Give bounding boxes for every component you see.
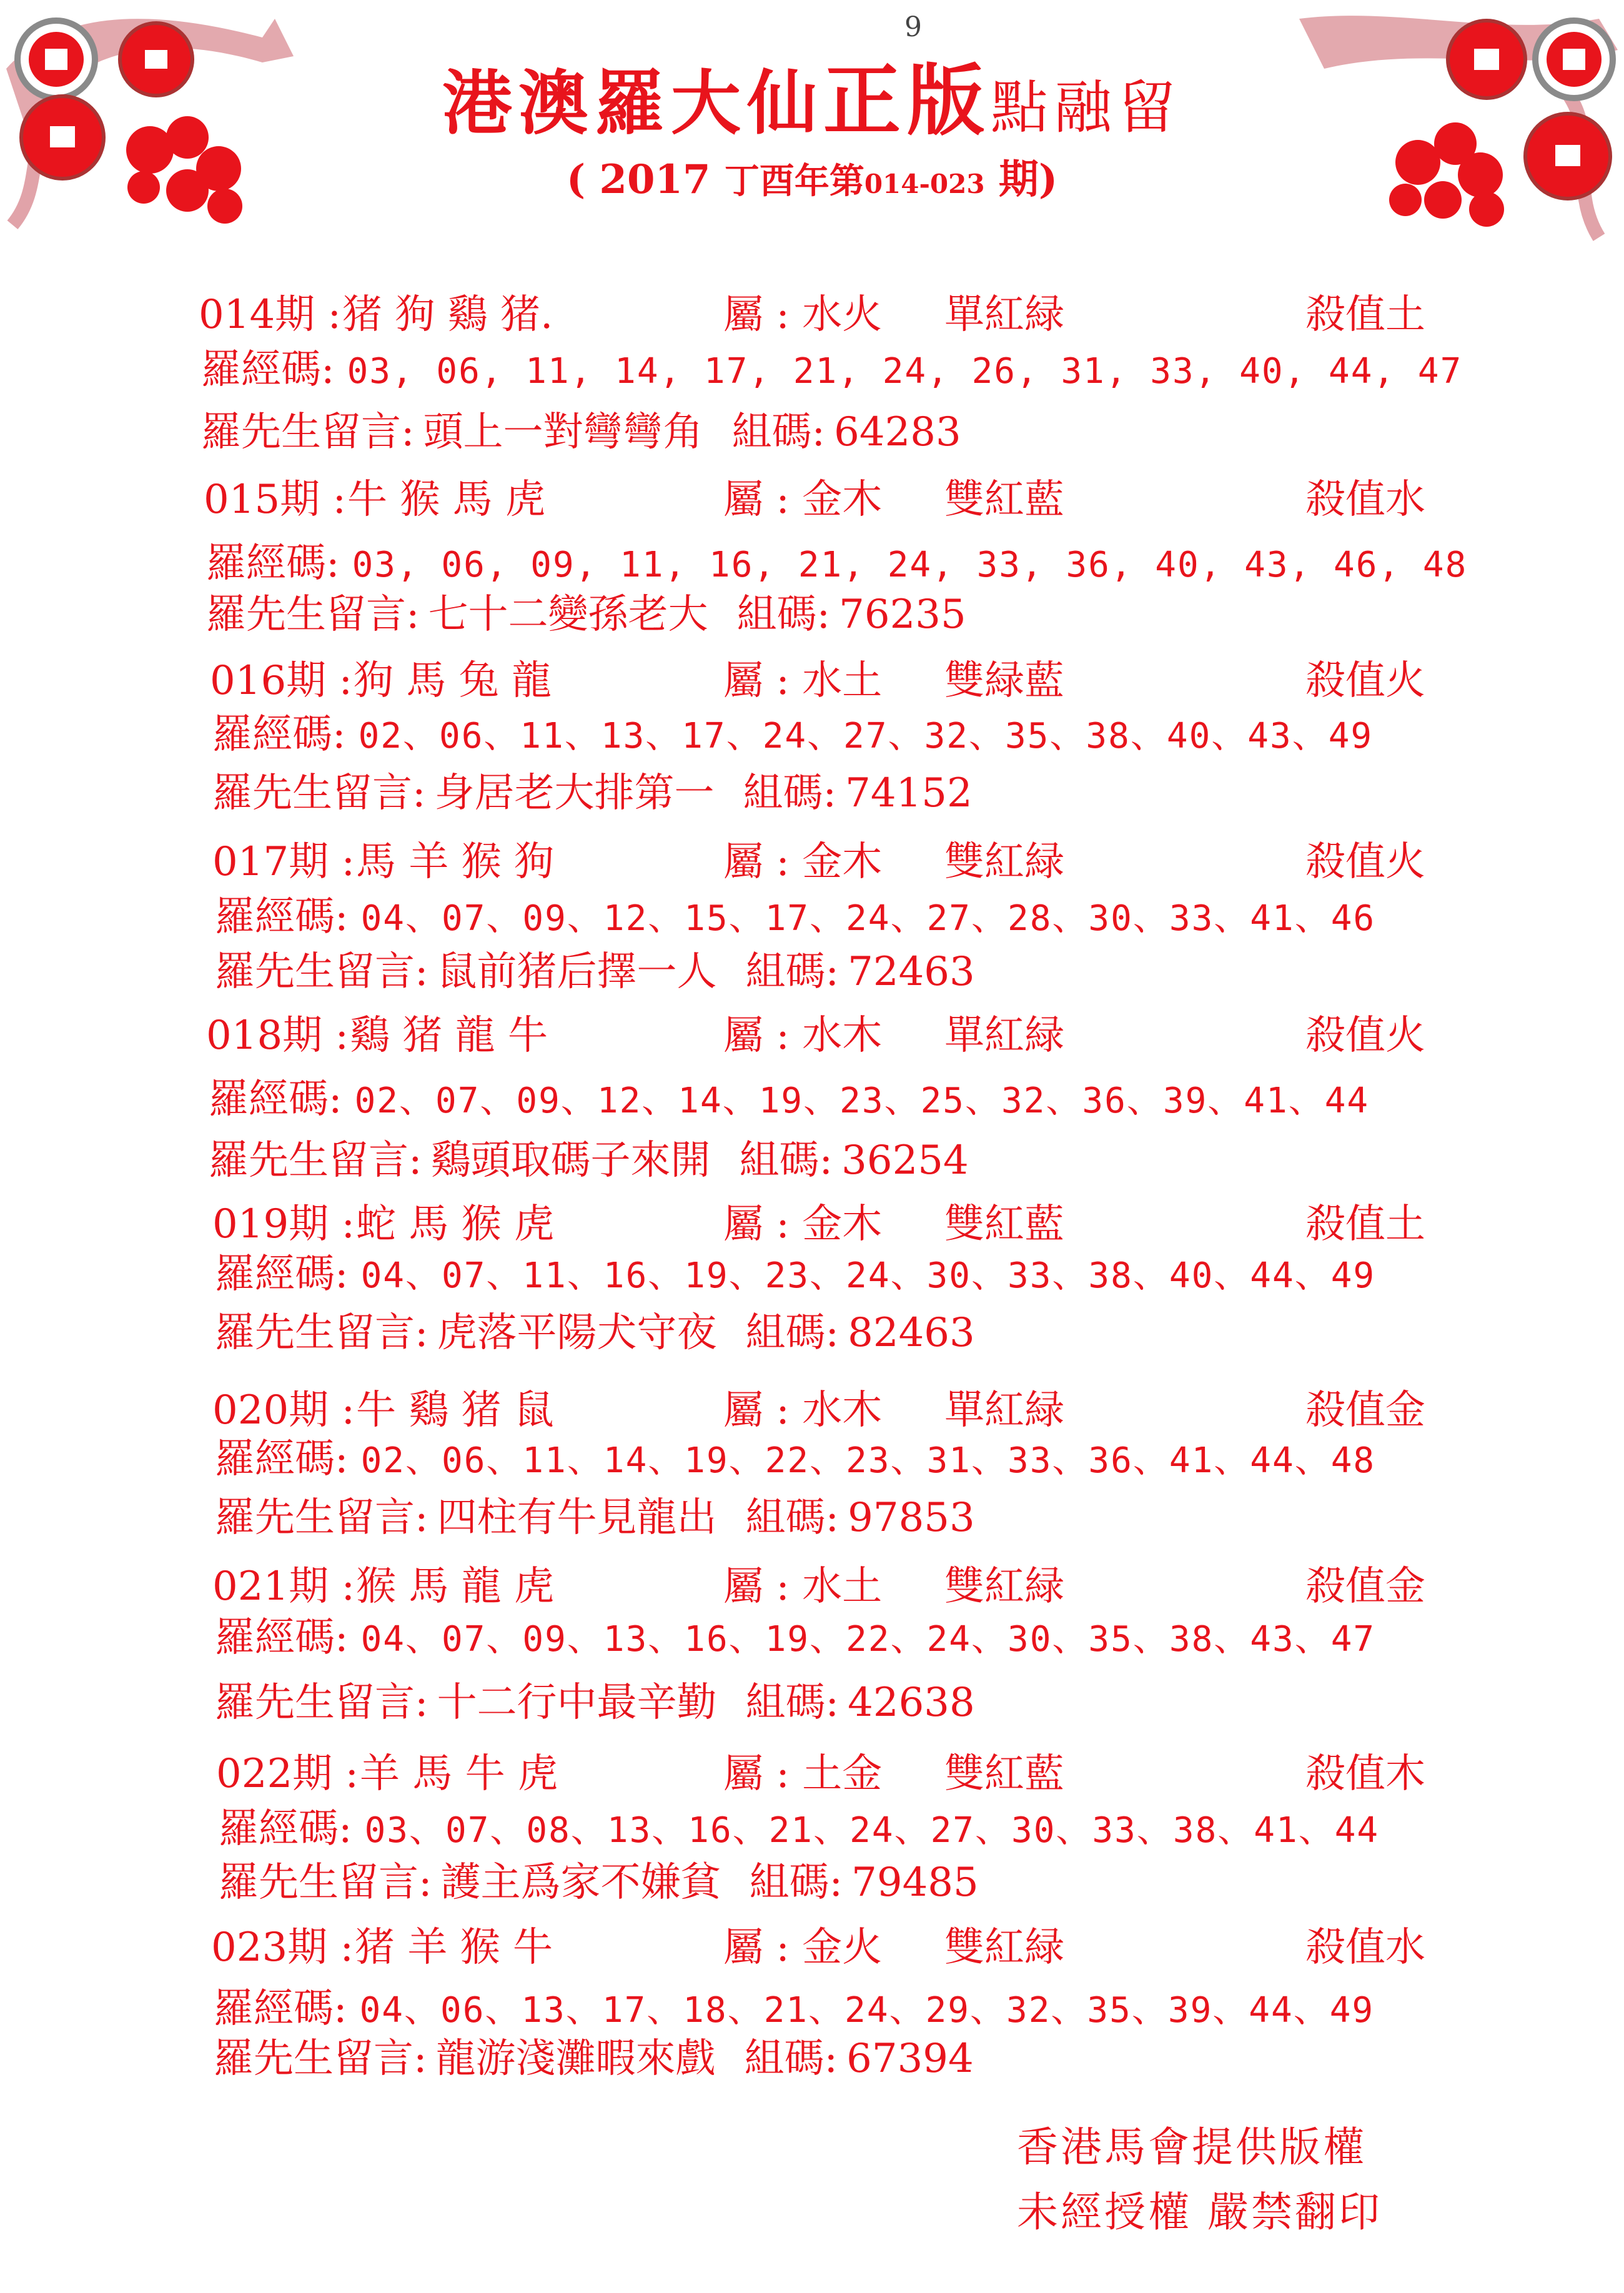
message-label: 羅先生留言: bbox=[215, 1680, 428, 1726]
issue-kill-value: 殺值水 bbox=[1305, 1924, 1425, 1971]
issue-period: 023期 : bbox=[211, 1924, 354, 1971]
issue-period: 021期 : bbox=[212, 1563, 355, 1610]
issue-element: 屬 : 水土 bbox=[723, 1563, 883, 1610]
issue-codes: 02、06、11、13、17、24、27、32、35、38、40、43、49 bbox=[358, 716, 1374, 756]
issue-kill-value: 殺值木 bbox=[1305, 1751, 1425, 1797]
issue-zodiacs: 蛇 馬 猴 虎 bbox=[356, 1201, 555, 1247]
issue-codes-line bbox=[215, 1434, 1375, 1486]
issue-codes-line bbox=[214, 1984, 1374, 2036]
issue-kill-value: 殺值火 bbox=[1305, 839, 1425, 885]
issue-codes: 04、07、11、16、19、23、24、30、33、38、40、44、49 bbox=[360, 1255, 1376, 1296]
issue-codes-line bbox=[206, 538, 1467, 590]
codes-label: 羅經碼: bbox=[215, 1251, 349, 1297]
issue-message-line bbox=[209, 1136, 969, 1186]
message-label: 羅先生留言: bbox=[215, 1495, 428, 1541]
group-label: 組碼: bbox=[745, 1495, 839, 1541]
issue-zodiacs: 猪 狗 鷄 猪. bbox=[342, 292, 553, 338]
issue-group-code: 82463 bbox=[848, 1310, 975, 1356]
issue-color-wave: 單紅緑 bbox=[944, 1387, 1064, 1434]
issue-element: 屬 : 水木 bbox=[723, 1387, 883, 1434]
issue-message: 身居老大排第一 bbox=[434, 770, 715, 816]
issue-message-line bbox=[201, 407, 961, 457]
message-label: 羅先生留言: bbox=[206, 592, 420, 638]
issue-message-line bbox=[219, 1858, 979, 1908]
issue-message: 十二行中最辛勤 bbox=[437, 1680, 717, 1726]
issue-codes-line bbox=[212, 710, 1373, 761]
issue-message-line bbox=[215, 1493, 975, 1543]
issue-element: 屬 : 金火 bbox=[723, 1924, 883, 1971]
issue-message: 鷄頭取碼子來開 bbox=[430, 1137, 711, 1184]
issue-codes: 03, 06, 11, 14, 17, 21, 24, 26, 31, 33, 40, 44, 47 bbox=[347, 351, 1463, 392]
issue-codes: 04、06、13、17、18、21、24、29、32、35、39、44、49 bbox=[359, 1990, 1375, 2031]
group-label: 組碼: bbox=[744, 2036, 838, 2082]
group-label: 組碼: bbox=[745, 1680, 839, 1726]
issue-codes: 04、07、09、13、16、19、22、24、30、35、38、43、47 bbox=[360, 1619, 1376, 1660]
issue-element: 屬 : 金木 bbox=[723, 839, 883, 885]
issue-zodiacs: 鷄 猪 龍 牛 bbox=[350, 1013, 548, 1059]
issue-message-line bbox=[215, 1678, 975, 1728]
issue-zodiacs: 猪 羊 猴 牛 bbox=[355, 1924, 553, 1971]
issue-message-line bbox=[212, 768, 973, 818]
issue-codes-line bbox=[209, 1074, 1369, 1126]
issue-color-wave: 雙緑藍 bbox=[944, 658, 1064, 704]
codes-label: 羅經碼: bbox=[219, 1806, 352, 1852]
issue-color-wave: 雙紅藍 bbox=[944, 1751, 1064, 1797]
message-label: 羅先生留言: bbox=[215, 949, 428, 995]
group-label: 組碼: bbox=[745, 949, 839, 995]
issue-message: 四柱有牛見龍出 bbox=[437, 1495, 717, 1541]
issue-codes-line bbox=[219, 1804, 1379, 1856]
issue-codes: 04、07、09、12、15、17、24、27、28、30、33、41、46 bbox=[360, 898, 1376, 939]
issue-element: 屬 : 水土 bbox=[723, 658, 883, 704]
copyright-line-2: 未經授權 嚴禁翻印 bbox=[1017, 2188, 1382, 2236]
subtitle-ganzhi: 丁酉年第 bbox=[724, 161, 864, 202]
issue-zodiacs: 猴 馬 龍 虎 bbox=[356, 1563, 555, 1610]
issue-message: 護主爲家不嫌貧 bbox=[440, 1860, 721, 1906]
group-label: 組碼: bbox=[749, 1860, 843, 1906]
subtitle-suffix: 期) bbox=[984, 156, 1058, 203]
issue-kill-value: 殺值火 bbox=[1305, 1013, 1425, 1059]
issue-codes: 02、07、09、12、14、19、23、25、32、36、39、41、44 bbox=[354, 1081, 1370, 1121]
title-main: 港澳羅大仙 bbox=[442, 62, 823, 144]
issue-zodiacs: 牛 鷄 猪 鼠 bbox=[356, 1387, 555, 1434]
issue-element: 屬 : 水火 bbox=[723, 292, 883, 338]
issue-kill-value: 殺值土 bbox=[1305, 1201, 1425, 1247]
message-label: 羅先生留言: bbox=[219, 1860, 432, 1906]
group-label: 組碼: bbox=[739, 1137, 833, 1184]
message-label: 羅先生留言: bbox=[214, 2036, 427, 2082]
issue-kill-value: 殺值金 bbox=[1305, 1387, 1425, 1434]
subtitle-year: ( 2017 bbox=[566, 156, 725, 203]
issue-zodiacs: 狗 馬 兔 龍 bbox=[354, 658, 552, 704]
codes-label: 羅經碼: bbox=[209, 1076, 342, 1122]
page-number: 9 bbox=[904, 11, 922, 43]
issue-message-line bbox=[206, 590, 966, 640]
issue-element: 屬 : 金木 bbox=[723, 1201, 883, 1247]
issue-group-code: 76235 bbox=[839, 592, 966, 638]
codes-label: 羅經碼: bbox=[214, 1986, 347, 2032]
issue-color-wave: 單紅緑 bbox=[944, 1013, 1064, 1059]
issue-message: 七十二變孫老大 bbox=[428, 592, 708, 638]
issue-group-code: 42638 bbox=[848, 1680, 975, 1726]
issue-element: 屬 : 金木 bbox=[723, 477, 883, 523]
issue-kill-value: 殺值水 bbox=[1305, 477, 1425, 523]
issue-period: 022期 : bbox=[216, 1751, 359, 1797]
issue-kill-value: 殺值金 bbox=[1305, 1563, 1425, 1610]
issue-group-code: 97853 bbox=[848, 1495, 975, 1541]
issue-group-code: 67394 bbox=[846, 2036, 974, 2082]
codes-label: 羅經碼: bbox=[215, 894, 349, 940]
issue-group-code: 36254 bbox=[841, 1137, 969, 1184]
issue-message-line bbox=[214, 2034, 974, 2084]
issue-period: 018期 : bbox=[206, 1013, 349, 1059]
issue-group-code: 79485 bbox=[851, 1860, 979, 1906]
issue-color-wave: 雙紅緑 bbox=[944, 839, 1064, 885]
issue-period: 014期 : bbox=[199, 292, 342, 338]
issue-element: 屬 : 土金 bbox=[723, 1751, 883, 1797]
issue-color-wave: 雙紅藍 bbox=[944, 477, 1064, 523]
issue-codes: 03、07、08、13、16、21、24、27、30、33、38、41、44 bbox=[364, 1810, 1380, 1851]
issue-period: 016期 : bbox=[210, 658, 353, 704]
issue-period: 020期 : bbox=[212, 1387, 355, 1434]
issue-zodiacs: 羊 馬 牛 虎 bbox=[360, 1751, 558, 1797]
issue-zodiacs: 馬 羊 猴 狗 bbox=[356, 839, 555, 885]
issue-period: 015期 : bbox=[204, 477, 347, 523]
issue-codes-line bbox=[215, 1613, 1375, 1665]
issue-period: 017期 : bbox=[212, 839, 355, 885]
message-label: 羅先生留言: bbox=[209, 1137, 422, 1184]
issue-color-wave: 雙紅緑 bbox=[944, 1924, 1064, 1971]
issue-message: 頭上一對彎彎角 bbox=[423, 409, 703, 455]
subtitle-range: 014-023 bbox=[864, 169, 985, 199]
issue-color-wave: 雙紅藍 bbox=[944, 1201, 1064, 1247]
title-tail: 點融留 bbox=[991, 74, 1182, 141]
issue-color-wave: 單紅緑 bbox=[944, 292, 1064, 338]
issue-message: 龍游淺灘暇來戲 bbox=[435, 2036, 716, 2082]
copyright-line-1: 香港馬會提供版權 bbox=[1017, 2123, 1367, 2171]
codes-label: 羅經碼: bbox=[201, 347, 335, 393]
issue-codes-line bbox=[215, 892, 1375, 944]
codes-label: 羅經碼: bbox=[206, 540, 340, 587]
issue-message: 鼠前猪后擇一人 bbox=[437, 949, 717, 995]
codes-label: 羅經碼: bbox=[215, 1436, 349, 1482]
issue-color-wave: 雙紅緑 bbox=[944, 1563, 1064, 1610]
issue-group-code: 74152 bbox=[845, 770, 973, 816]
title-highlight: 正版 bbox=[823, 56, 991, 146]
codes-label: 羅經碼: bbox=[215, 1615, 349, 1661]
codes-label: 羅經碼: bbox=[212, 711, 346, 758]
issue-zodiacs: 牛 猴 馬 虎 bbox=[347, 477, 546, 523]
issue-kill-value: 殺值火 bbox=[1305, 658, 1425, 704]
issue-period: 019期 : bbox=[212, 1201, 355, 1247]
group-label: 組碼: bbox=[736, 592, 831, 638]
issue-group-code: 72463 bbox=[848, 949, 975, 995]
issue-codes: 02、06、11、14、19、22、23、31、33、36、41、44、48 bbox=[360, 1440, 1376, 1481]
issue-group-code: 64283 bbox=[834, 409, 961, 455]
group-label: 組碼: bbox=[731, 409, 826, 455]
issue-codes: 03, 06, 09, 11, 16, 21, 24, 33, 36, 40, 43, 46, 48 bbox=[352, 545, 1468, 585]
issue-kill-value: 殺值土 bbox=[1305, 292, 1425, 338]
group-label: 組碼: bbox=[745, 1310, 839, 1356]
issue-element: 屬 : 水木 bbox=[723, 1013, 883, 1059]
issue-message-line bbox=[215, 1308, 975, 1358]
issue-codes-line bbox=[215, 1249, 1375, 1301]
message-label: 羅先生留言: bbox=[201, 409, 415, 455]
issue-message-line bbox=[215, 947, 975, 997]
message-label: 羅先生留言: bbox=[215, 1310, 428, 1356]
group-label: 組碼: bbox=[743, 770, 837, 816]
issue-codes-line bbox=[201, 345, 1462, 397]
issue-message: 虎落平陽犬守夜 bbox=[437, 1310, 717, 1356]
message-label: 羅先生留言: bbox=[212, 770, 426, 816]
